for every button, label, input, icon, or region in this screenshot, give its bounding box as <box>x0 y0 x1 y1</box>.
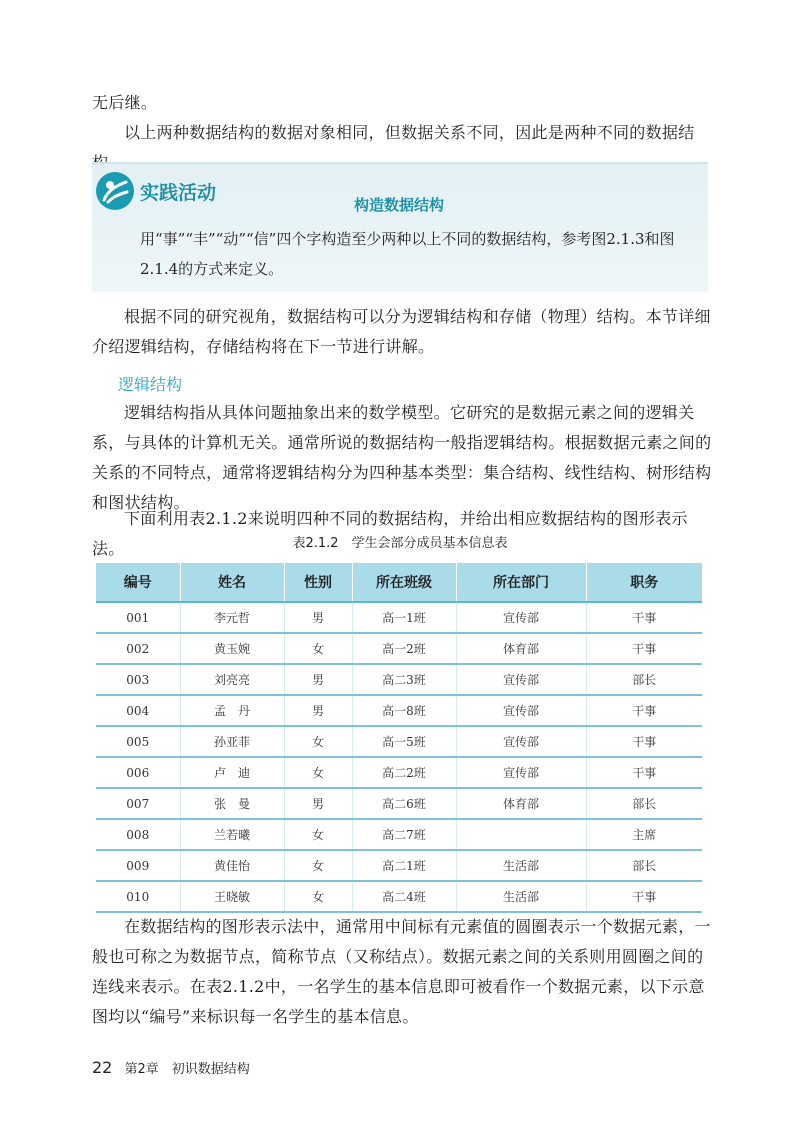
activity-instructions: 用“事”“丰”“动”“信”四个字构造至少两种以上不同的数据结构，参考图2.1.3和图2.1.4的方式来定义。 <box>140 230 675 278</box>
table-cell: 卢 迪 <box>180 757 284 788</box>
table-cell: 高二6班 <box>352 788 456 819</box>
table-cell: 高二4班 <box>352 881 456 912</box>
practice-activity-box <box>92 162 708 292</box>
table-cell: 002 <box>96 633 180 664</box>
paragraph-structure-types: 根据不同的研究视角，数据结构可以分为逻辑结构和存储（物理）结构。本节详细介绍逻辑结构，存储结构将在下一节进行讲解。 <box>92 307 711 356</box>
table-cell: 宣传部 <box>456 757 586 788</box>
table-cell: 部长 <box>586 788 702 819</box>
table-cell: 高一8班 <box>352 695 456 726</box>
table-header-row <box>96 563 702 603</box>
activity-badge-icon <box>96 172 134 210</box>
table-cell: 女 <box>284 881 352 912</box>
table-row <box>96 819 702 850</box>
page-number: 22 <box>92 1058 113 1077</box>
table-cell: 005 <box>96 726 180 757</box>
table-cell: 001 <box>96 602 180 633</box>
table-cell: 孟 丹 <box>180 695 284 726</box>
activity-topic: 构造数据结构 <box>354 196 445 214</box>
table-row <box>96 757 702 788</box>
table-cell: 宣传部 <box>456 602 586 633</box>
table-row <box>96 602 702 633</box>
table-cell: 生活部 <box>456 850 586 881</box>
table-cell: 高二3班 <box>352 664 456 695</box>
header-cell: 性别 <box>284 563 352 603</box>
table-cell: 孙亚菲 <box>180 726 284 757</box>
table-cell: 黄佳怡 <box>180 850 284 881</box>
table-cell: 干事 <box>586 757 702 788</box>
table-row <box>96 695 702 726</box>
header-cell: 所在部门 <box>456 563 586 603</box>
table-cell: 女 <box>284 819 352 850</box>
header-cell: 所在班级 <box>352 563 456 603</box>
student-info-table <box>96 562 702 913</box>
table-row <box>96 664 702 695</box>
table-cell: 007 <box>96 788 180 819</box>
table-cell: 部长 <box>586 664 702 695</box>
table-row <box>96 633 702 664</box>
header-cell: 职务 <box>586 563 702 603</box>
section-heading-logical-structure: 逻辑结构 <box>118 375 183 394</box>
table-cell: 干事 <box>586 633 702 664</box>
table-cell: 高一2班 <box>352 633 456 664</box>
table-cell: 宣传部 <box>456 695 586 726</box>
table-cell: 男 <box>284 788 352 819</box>
table-cell: 010 <box>96 881 180 912</box>
table-cell: 003 <box>96 664 180 695</box>
table-cell: 008 <box>96 819 180 850</box>
paragraph-graphic-representation: 在数据结构的图形表示法中，通常用中间标有元素值的圆圈表示一个数据元素，一般也可称之为数据节点，简称节点（又称结点）。数据元素之间的关系则用圆圈之间的连线来表示。在表2.1.2中，一名学生的基本信息即可被看作一个数据元素，以下示意图均以“编号”来标识每一名学生的基本信息。 <box>92 917 711 1026</box>
table-cell: 高二1班 <box>352 850 456 881</box>
page-footer <box>92 1058 250 1077</box>
table-cell: 兰若曦 <box>180 819 284 850</box>
table-cell <box>456 819 586 850</box>
table-cell: 王晓敏 <box>180 881 284 912</box>
table-cell: 干事 <box>586 695 702 726</box>
table-cell: 004 <box>96 695 180 726</box>
table-cell: 高二2班 <box>352 757 456 788</box>
table-cell: 体育部 <box>456 788 586 819</box>
table-cell: 干事 <box>586 881 702 912</box>
activity-badge-title: 实践活动 <box>140 182 217 204</box>
table-cell: 干事 <box>586 602 702 633</box>
header-cell: 编号 <box>96 563 180 603</box>
table-cell: 男 <box>284 664 352 695</box>
table-cell: 干事 <box>586 726 702 757</box>
table-cell: 女 <box>284 633 352 664</box>
table-cell: 009 <box>96 850 180 881</box>
table-cell: 男 <box>284 695 352 726</box>
table-cell: 刘亮亮 <box>180 664 284 695</box>
table-cell: 生活部 <box>456 881 586 912</box>
paragraph-structures-differ: 以上两种数据结构的数据对象相同，但数据关系不同，因此是两种不同的数据结 <box>124 123 695 142</box>
table-row <box>96 788 702 819</box>
table-cell: 体育部 <box>456 633 586 664</box>
table-row <box>96 850 702 881</box>
table-cell: 高一1班 <box>352 602 456 633</box>
paragraph-continuation: 无后继。 <box>92 93 158 112</box>
table-cell: 女 <box>284 757 352 788</box>
table-cell: 李元哲 <box>180 602 284 633</box>
table-cell: 男 <box>284 602 352 633</box>
table-cell: 女 <box>284 850 352 881</box>
table-row <box>96 881 702 912</box>
header-cell: 姓名 <box>180 563 284 603</box>
table-cell: 女 <box>284 726 352 757</box>
paragraph-logical-structure: 逻辑结构指从具体问题抽象出来的数学模型。它研究的是数据元素之间的逻辑关系，与具体的计算机无关。通常所说的数据结构一般指逻辑结构。根据数据元素之间的关系的不同特点，通常将逻辑结构分为四种基本类型：集合结构、线性结构、树形结构和图状结构。 <box>92 403 712 512</box>
table-cell: 高二7班 <box>352 819 456 850</box>
table-row <box>96 726 702 757</box>
table-cell: 张 曼 <box>180 788 284 819</box>
table-cell: 宣传部 <box>456 664 586 695</box>
paragraph-table-intro: 下面利用表2.1.2来说明四种不同的数据结构，并给出相应数据结构的图形表示法。 <box>92 509 688 558</box>
table-caption: 表2.1.2 学生会部分成员基本信息表 <box>292 536 508 551</box>
table-cell: 高一5班 <box>352 726 456 757</box>
table-cell: 宣传部 <box>456 726 586 757</box>
table-cell: 006 <box>96 757 180 788</box>
table-cell: 部长 <box>586 850 702 881</box>
table-cell: 主席 <box>586 819 702 850</box>
table-cell: 黄玉婉 <box>180 633 284 664</box>
chapter-title: 第2章 初识数据结构 <box>124 1062 250 1077</box>
